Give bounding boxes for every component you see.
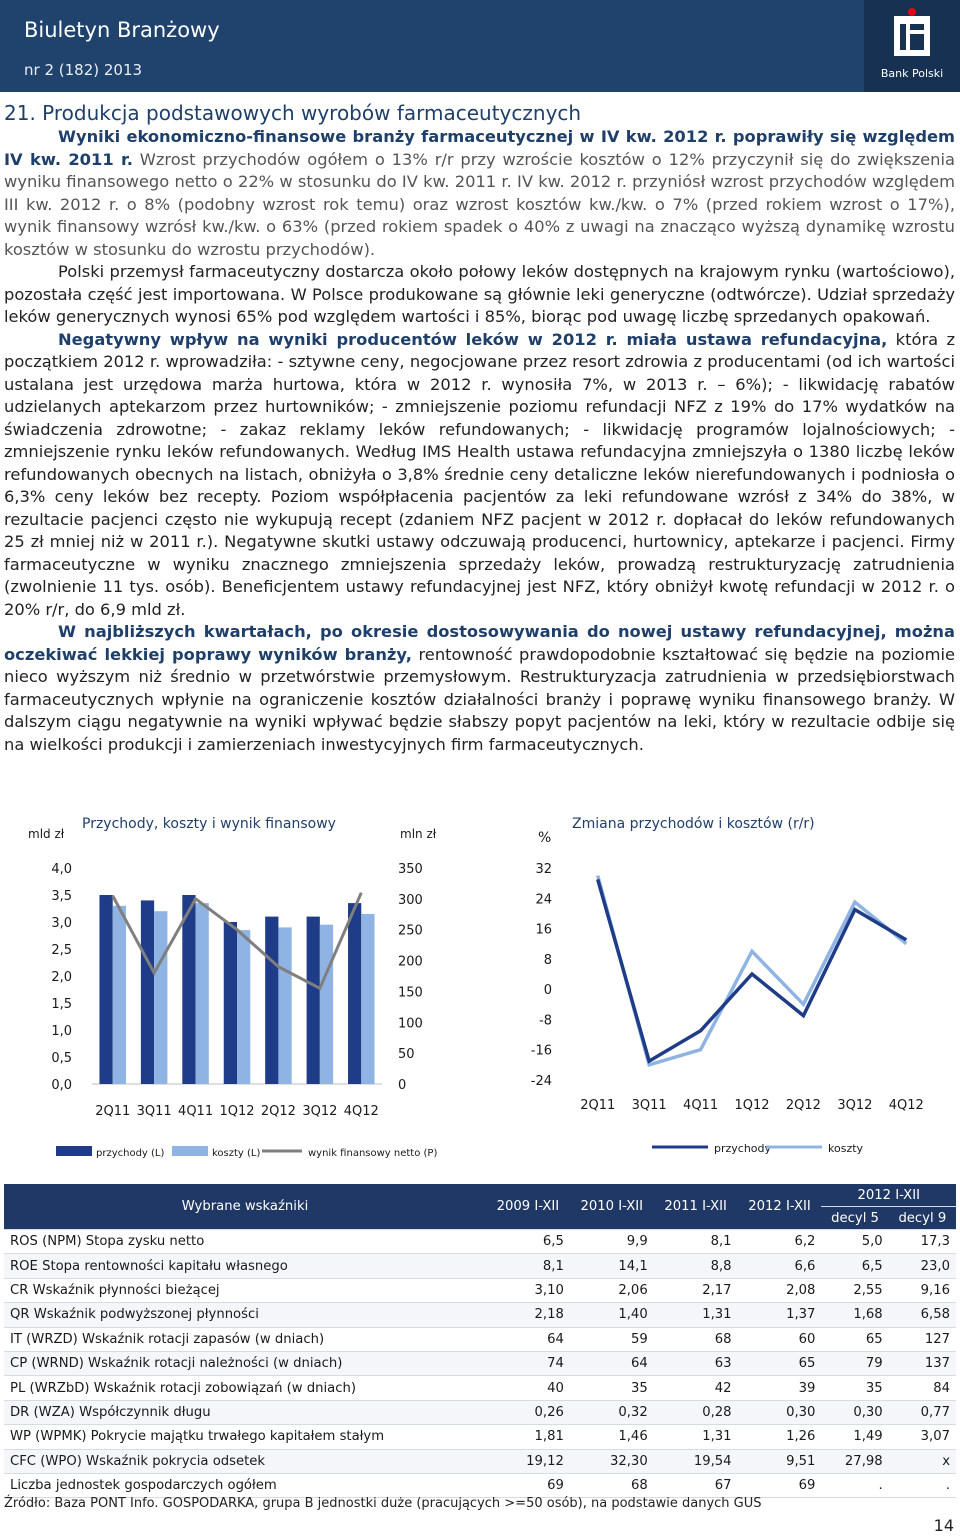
table-cell: 32,30 xyxy=(570,1449,654,1473)
issue-number: nr 2 (182) 2013 xyxy=(24,61,143,79)
pko-logo-icon xyxy=(864,0,960,66)
paragraph-3 xyxy=(4,329,955,622)
table-cell: 8,8 xyxy=(654,1254,738,1278)
chart1-bar-revenue xyxy=(224,922,237,1084)
chart1-bar-revenue xyxy=(307,917,320,1084)
table-cell: 0,30 xyxy=(821,1400,888,1424)
table-cell: 9,51 xyxy=(738,1449,822,1473)
table-cell: 60 xyxy=(738,1327,822,1351)
table-cell: 63 xyxy=(654,1351,738,1375)
table-cell: 1,49 xyxy=(821,1425,888,1449)
paragraph-3-lead: Negatywny wpływ na wyniki producentów leków w 2012 r. miała ustawa refundacyjna, xyxy=(58,329,888,349)
table-row-label: Liczba jednostek gospodarczych ogółem xyxy=(4,1473,486,1497)
chart1-legend-label: wynik finansowy netto (P) xyxy=(308,1148,438,1159)
chart1-bar-costs xyxy=(113,906,126,1084)
table-header-indicators: Wybrane wskaźniki xyxy=(4,1184,486,1230)
table-cell: 42 xyxy=(654,1376,738,1400)
chart2-title: Zmiana przychodów i kosztów (r/r) xyxy=(572,816,815,832)
page-number: 14 xyxy=(933,1516,954,1535)
chart2-y-tick-label: 32 xyxy=(535,862,552,877)
table-row-label: IT (WRZD) Wskaźnik rotacji zapasów (w dniach) xyxy=(4,1327,486,1351)
chart2-y-tick-label: 0 xyxy=(543,983,552,999)
chart1-bar-costs xyxy=(320,925,333,1084)
chart2-x-tick-label: 4Q11 xyxy=(683,1098,719,1113)
table-row xyxy=(4,1473,956,1497)
chart2-y-tick-label: 24 xyxy=(535,892,552,908)
table-row-label: ROE Stopa rentowności kapitału własnego xyxy=(4,1254,486,1278)
chart1-left-tick-label: 0,5 xyxy=(51,1051,72,1066)
table-cell: 6,6 xyxy=(738,1254,822,1278)
chart1-left-tick-label: 1,5 xyxy=(51,997,72,1012)
table-cell: 59 xyxy=(570,1327,654,1351)
table-row xyxy=(4,1303,956,1327)
paragraph-1-text: Wzrost przychodów ogółem o 13% r/r przy wzroście kosztów o 12% przyczynił się do zwiększenia wyniku finansowego netto o 22% w stosunku do IV kw. 2011 r. IV kw. 2012 r. przyniósł wzrost przychodów względem III kw. 2012 r. o 8% (podobny wzrost rok temu) oraz wzrost kosztów kw./kw. o 7% (przed rokiem wzrost o 17%), wynik finansowy wzrósł kw./kw. o 63% (przed rokiem spadek o 40% z uwagi na znacząco wyższą dynamikę wzrostu kosztów w stosunku do wzrostu przychodów). xyxy=(4,149,955,259)
table-cell: 1,31 xyxy=(654,1303,738,1327)
indicators-table xyxy=(4,1184,956,1498)
table-cell: 0,32 xyxy=(570,1400,654,1424)
table-cell: 68 xyxy=(654,1327,738,1351)
chart2-y-tick-label: -8 xyxy=(539,1013,552,1029)
table-cell: 9,9 xyxy=(570,1230,654,1254)
paragraph-4 xyxy=(4,621,955,756)
table-row xyxy=(4,1230,956,1254)
table-cell: 8,1 xyxy=(486,1254,570,1278)
source-note: Źródło: Baza PONT Info. GOSPODARKA, grupa B jednostki duże (pracujących >=50 osób), na podstawie danych GUS xyxy=(4,1496,762,1511)
table-row xyxy=(4,1278,956,1302)
table-cell: 1,37 xyxy=(738,1303,822,1327)
table-cell: 0,30 xyxy=(738,1400,822,1424)
table-cell: 2,08 xyxy=(738,1278,822,1302)
table-cell: x xyxy=(889,1449,956,1473)
chart1-x-tick-label: 3Q12 xyxy=(302,1104,338,1119)
chart2-y-tick-label: 8 xyxy=(543,952,552,968)
table-row-label: PL (WRZbD) Wskaźnik rotacji zobowiązań (w dniach) xyxy=(4,1376,486,1400)
table-cell: 84 xyxy=(889,1376,956,1400)
table-header-decile9: decyl 9 xyxy=(889,1207,956,1230)
paragraph-4-text: rentowność prawdopodobnie kształtować się będzie na poziomie nieco wyższym niż średnio w przetwórstwie przemysłowym. Restrukturyzacja zatrudnienia w przedsiębiorstwach farmaceutycznych wpłynie na ograniczenie kosztów działalności branży i poprawę wyniku finansowego branży. W dalszym ciągu negatywnie na wyniki wpływać będzie słabszy popyt pacjentów na leki, który w rezultacie odbije się na wielkości produkcji i zamierzeniach inwestycyjnych firm farmaceutycznych. xyxy=(4,644,956,754)
chart1-bar-costs xyxy=(154,911,167,1084)
paragraph-2: Polski przemysł farmaceutyczny dostarcza około połowy leków dostępnych na krajowym rynku (wartościowo), pozostała część jest importowana. W Polsce produkowane są głównie leki generyczne (odtwórcze). Udział sprzedaży leków generycznych wynosi 65% pod względem wartości i 85%, biorąc pod uwagę liczbę sprzedanych opakowań. xyxy=(4,262,955,326)
chart2-line-costs xyxy=(598,876,907,1065)
table-row xyxy=(4,1351,956,1375)
bank-logo xyxy=(864,0,960,92)
table-cell: 39 xyxy=(738,1376,822,1400)
chart1-left-tick-label: 3,0 xyxy=(51,916,72,931)
table-cell: 9,16 xyxy=(889,1278,956,1302)
table-cell: 3,07 xyxy=(889,1425,956,1449)
table-cell: 23,0 xyxy=(889,1254,956,1278)
chart1-legend-swatch xyxy=(172,1146,208,1156)
chart-yoy-change xyxy=(480,800,960,1170)
table-cell: 40 xyxy=(486,1376,570,1400)
table-cell: 0,28 xyxy=(654,1400,738,1424)
chart2-unit: % xyxy=(538,830,552,846)
table-row xyxy=(4,1327,956,1351)
table-cell: 1,26 xyxy=(738,1425,822,1449)
bank-name: Bank Polski xyxy=(880,67,944,80)
chart1-right-tick-label: 350 xyxy=(398,862,423,877)
chart2-legend-label: przychody xyxy=(714,1142,772,1155)
table-cell: 2,55 xyxy=(821,1278,888,1302)
chart1-right-tick-label: 300 xyxy=(398,892,423,908)
table-row-label: CR Wskaźnik płynności bieżącej xyxy=(4,1278,486,1302)
table-cell: 0,77 xyxy=(889,1400,956,1424)
table-header-decile5: decyl 5 xyxy=(821,1207,888,1230)
table-row xyxy=(4,1254,956,1278)
table-header-2011: 2011 I-XII xyxy=(654,1184,738,1230)
chart1-bar-revenue xyxy=(265,917,278,1084)
chart1-x-tick-label: 2Q11 xyxy=(95,1104,131,1119)
chart1-bar-revenue xyxy=(141,900,154,1084)
table-cell: 27,98 xyxy=(821,1449,888,1473)
chart1-bar-costs xyxy=(237,930,250,1084)
chart2-y-tick-label: -16 xyxy=(530,1043,552,1059)
table-row xyxy=(4,1449,956,1473)
chart1-bar-costs xyxy=(196,903,209,1084)
chart1-right-unit: mln zł xyxy=(400,827,437,841)
table-row xyxy=(4,1425,956,1449)
table-cell: 65 xyxy=(821,1327,888,1351)
table-cell: 14,1 xyxy=(570,1254,654,1278)
table-cell: 17,3 xyxy=(889,1230,956,1254)
table-cell: 0,26 xyxy=(486,1400,570,1424)
table-cell: 1,81 xyxy=(486,1425,570,1449)
table-cell: 64 xyxy=(486,1327,570,1351)
chart1-left-tick-label: 4,0 xyxy=(51,862,72,877)
table-cell: 74 xyxy=(486,1351,570,1375)
table-cell: 1,68 xyxy=(821,1303,888,1327)
paragraph-4-lead: W najbliższych kwartałach, po okresie dostosowywania do nowej ustawy refundacyjnej, można oczekiwać lekkiej poprawy wyników branży, xyxy=(4,622,955,664)
chart2-y-tick-label: 16 xyxy=(535,922,552,938)
chart1-right-tick-label: 50 xyxy=(398,1047,415,1063)
chart1-x-tick-label: 4Q11 xyxy=(178,1104,214,1119)
chart2-legend-label: koszty xyxy=(828,1142,864,1155)
table-cell: 35 xyxy=(570,1376,654,1400)
chart1-left-unit: mld zł xyxy=(28,827,65,841)
chart2-x-tick-label: 3Q11 xyxy=(631,1098,667,1113)
table-header-2010: 2010 I-XII xyxy=(570,1184,654,1230)
chart1-right-tick-label: 0 xyxy=(398,1078,407,1093)
chart1-x-tick-label: 4Q12 xyxy=(343,1104,379,1119)
chart2-x-tick-label: 3Q12 xyxy=(837,1098,873,1113)
chart1-legend-swatch xyxy=(56,1146,92,1156)
chart1-left-tick-label: 3,5 xyxy=(51,889,72,904)
chart1-bar-revenue xyxy=(99,895,112,1084)
table-header-2009: 2009 I-XII xyxy=(486,1184,570,1230)
table-cell: 1,46 xyxy=(570,1425,654,1449)
chart2-x-tick-label: 2Q12 xyxy=(785,1098,821,1113)
table-row-label: CFC (WPO) Wskaźnik pokrycia odsetek xyxy=(4,1449,486,1473)
table-header-2012: 2012 I-XII xyxy=(738,1184,822,1230)
table-row-label: WP (WPMK) Pokrycie majątku trwałego kapitałem stałym xyxy=(4,1425,486,1449)
table-cell: 3,10 xyxy=(486,1278,570,1302)
table-cell: 127 xyxy=(889,1327,956,1351)
chart1-title: Przychody, koszty i wynik finansowy xyxy=(82,816,336,832)
table-cell: 65 xyxy=(738,1351,822,1375)
table-cell: . xyxy=(821,1473,888,1497)
table-cell: 2,06 xyxy=(570,1278,654,1302)
chart1-x-tick-label: 2Q12 xyxy=(260,1104,296,1119)
bulletin-title: Biuletyn Branżowy xyxy=(24,18,220,42)
table-cell: 6,5 xyxy=(821,1254,888,1278)
chart1-right-tick-label: 100 xyxy=(398,1016,423,1032)
chart1-right-tick-label: 200 xyxy=(398,954,423,970)
chart1-bar-revenue xyxy=(348,903,361,1084)
chart2-x-tick-label: 4Q12 xyxy=(888,1098,924,1113)
table-cell: 137 xyxy=(889,1351,956,1375)
header-banner xyxy=(0,0,960,92)
chart2-y-tick-label: -24 xyxy=(530,1074,552,1089)
table-cell: 19,54 xyxy=(654,1449,738,1473)
table-row-label: QR Wskaźnik podwyższonej płynności xyxy=(4,1303,486,1327)
chart1-legend-label: przychody (L) xyxy=(96,1148,165,1159)
chart1-bar-revenue xyxy=(182,895,195,1084)
table-cell: 2,17 xyxy=(654,1278,738,1302)
section-title: 21. Produkcja podstawowych wyrobów farmaceutycznych xyxy=(4,101,582,125)
table-cell: 67 xyxy=(654,1473,738,1497)
table-cell: 69 xyxy=(738,1473,822,1497)
table-cell: 19,12 xyxy=(486,1449,570,1473)
chart2-x-tick-label: 1Q12 xyxy=(734,1098,770,1113)
table-row-label: CP (WRND) Wskaźnik rotacji należności (w dniach) xyxy=(4,1351,486,1375)
chart1-x-tick-label: 3Q11 xyxy=(136,1104,172,1119)
table-cell: 5,0 xyxy=(821,1230,888,1254)
table-row-label: ROS (NPM) Stopa zysku netto xyxy=(4,1230,486,1254)
chart1-bar-costs xyxy=(361,914,374,1084)
chart1-left-tick-label: 2,0 xyxy=(51,970,72,985)
table-cell: . xyxy=(889,1473,956,1497)
table-cell: 6,58 xyxy=(889,1303,956,1327)
table-cell: 1,31 xyxy=(654,1425,738,1449)
chart1-legend-label: koszty (L) xyxy=(212,1148,261,1159)
table-cell: 6,2 xyxy=(738,1230,822,1254)
chart1-bar-costs xyxy=(278,927,291,1084)
chart1-left-tick-label: 0,0 xyxy=(51,1078,72,1093)
chart1-right-tick-label: 150 xyxy=(398,985,423,1001)
table-cell: 35 xyxy=(821,1376,888,1400)
table-header-2012-group: 2012 I-XII xyxy=(821,1184,956,1207)
table-cell: 69 xyxy=(486,1473,570,1497)
table-row xyxy=(4,1400,956,1424)
table-cell: 6,5 xyxy=(486,1230,570,1254)
article-body xyxy=(4,126,955,756)
chart1-left-tick-label: 2,5 xyxy=(51,943,72,958)
table-row-label: DR (WZA) Współczynnik długu xyxy=(4,1400,486,1424)
chart1-left-tick-label: 1,0 xyxy=(51,1024,72,1039)
table-cell: 64 xyxy=(570,1351,654,1375)
table-cell: 8,1 xyxy=(654,1230,738,1254)
paragraph-3-text: która z początkiem 2012 r. wprowadziła: - sztywne ceny, negocjowane przez resort zdrowia z producentami (od ich wartości ustalana jest urzędowa marża hurtowa, która w 2012 r. wynosiła 7%, w 2013 r. – 6%); - likwidację rabatów udzielanych aptekarzom przez hurtowników; - zmniejszenie poziomu refundacji NFZ z 19% do 17% wydatków na świadczenia zdrowotne; - zakaz reklamy leków refundowanych; - likwidację programów lojalnościowych; - zmniejszenie rynku leków refundowanych. Według IMS Health ustawa refundacyjna zmniejszyła o 1380 liczbę leków refundowanych obecnych na listach, obniżyła o 3,8% średnie ceny detaliczne leków nierefundowanych i podniosła o 6,3% ceny leków bez recepty. Poziom współpłacenia pacjentów za leki refundowane wzrósł z 34% do 38%, w rezultacie pacjenci często nie wykupują recept (zdaniem NFZ pacjent w 2012 r. dopłacał do leków refundowanych 25 zł mniej niż w 2011 r.). Negatywne skutki ustawy odczuwają producenci, hurtownicy, aptekarze i pacjenci. Firmy farmaceutyczne w wyniku znacznego zmniejszenia sprzedaży leków, prowadzą restrukturyzację zatrudnienia (zwolnienie 11 tys. osób). Beneficjentem ustawy refundacyjnej jest NFZ, który obniżył kwotę refundacji w 2012 r. o 20% r/r, do 6,9 mld zł. xyxy=(4,329,955,619)
chart1-x-tick-label: 1Q12 xyxy=(219,1104,255,1119)
paragraph-1 xyxy=(4,126,955,261)
table-cell: 1,40 xyxy=(570,1303,654,1327)
chart1-right-tick-label: 250 xyxy=(398,923,423,939)
chart2-x-tick-label: 2Q11 xyxy=(580,1098,616,1113)
table-row xyxy=(4,1376,956,1400)
table-cell: 68 xyxy=(570,1473,654,1497)
table-cell: 79 xyxy=(821,1351,888,1375)
paragraph-1-lead: Wyniki ekonomiczno-finansowe branży farmaceutycznej w IV kw. 2012 r. poprawiły się względem IV kw. 2011 r. xyxy=(4,127,955,169)
table-cell: 2,18 xyxy=(486,1303,570,1327)
chart-revenue-costs-result xyxy=(0,800,480,1170)
